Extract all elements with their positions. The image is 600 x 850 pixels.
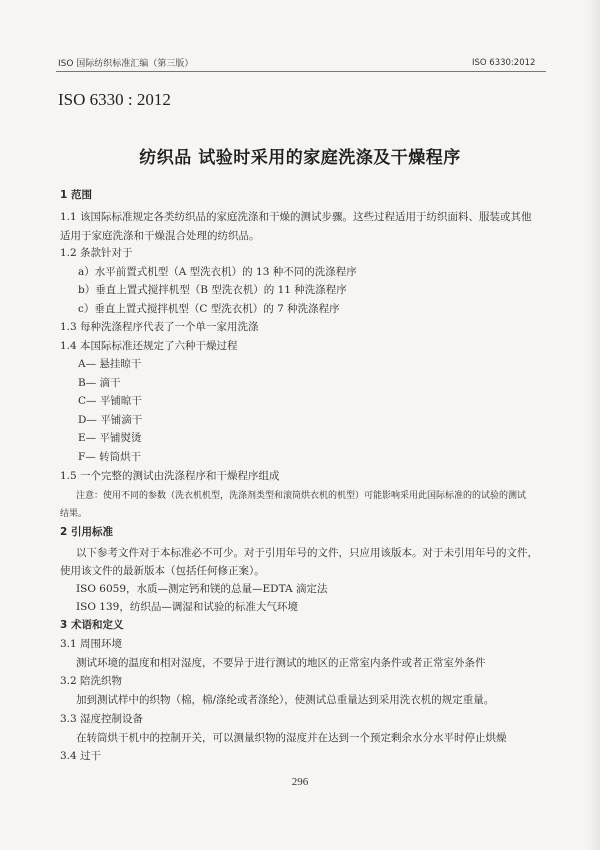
clause-1-2-item-a: a）水平前置式机型（A 型洗衣机）的 13 种不同的洗涤程序 <box>78 266 357 278</box>
term-3-1-heading: 3.1 周围环境 <box>60 638 123 650</box>
running-header-title: ISO 国际纺织标准汇编（第三版） <box>58 59 194 69</box>
header-rule <box>56 71 546 72</box>
clause-1-2-item-c: c）垂直上置式搅拌机型（C 型洗衣机）的 7 种洗涤程序 <box>78 303 340 315</box>
clause-1-2: 1.2 条款针对于 <box>60 247 133 259</box>
term-3-2-heading: 3.2 陪洗织物 <box>60 675 123 687</box>
reference-iso-139: ISO 139，纺织品—调湿和试验的标准大气环境 <box>76 601 298 613</box>
note-line-1: 注意：使用不同的参数（洗衣机机型，洗涤剂类型和滚筒烘衣机的机型）可能影响采用此国际标准的的试验的测试 <box>76 491 527 501</box>
document-title: 纺织品 试验时采用的家庭洗涤及干燥程序 <box>139 148 461 168</box>
section-2-heading: 2 引用标准 <box>60 526 113 538</box>
term-3-4-heading: 3.4 过干 <box>60 750 102 762</box>
term-3-3-heading: 3.3 湿度控制设备 <box>60 713 144 725</box>
term-3-2-definition: 加到测试样中的织物（棉，棉/涤纶或者涤纶），使测试总重量达到采用洗衣机的规定重量。 <box>76 694 495 706</box>
drying-item-f: F— 转筒烘干 <box>78 451 142 463</box>
drying-item-e: E— 平铺熨烫 <box>78 432 142 444</box>
page-number: 296 <box>291 776 309 788</box>
reference-iso-6059: ISO 6059，水质—测定钙和镁的总量—EDTA 滴定法 <box>76 583 328 595</box>
section-2-para-line-1: 以下参考文件对于本标准必不可少。对于引用年号的文件，只应用该版本。对于未引用年号的文件， <box>76 547 538 559</box>
section-1-heading: 1 范围 <box>60 189 92 201</box>
note-line-2: 结果。 <box>60 509 88 519</box>
section-2-para-line-2: 使用该文件的最新版本（包括任何修正案）。 <box>60 565 265 577</box>
drying-item-d: D— 平铺滴干 <box>78 414 143 426</box>
clause-1-4: 1.4 本国际标准还规定了六种干燥过程 <box>60 340 238 352</box>
clause-1-3: 1.3 每种洗涤程序代表了一个单一家用洗涤 <box>60 321 259 333</box>
standard-number: ISO 6330 : 2012 <box>58 90 171 109</box>
running-header-code: ISO 6330:2012 <box>472 58 536 68</box>
term-3-1-definition: 测试环境的温度和相对湿度，不要异于进行测试的地区的正常室内条件或者正常室外条件 <box>76 657 486 669</box>
section-3-heading: 3 术语和定义 <box>60 619 124 631</box>
drying-item-c: C— 平铺晾干 <box>78 395 142 407</box>
clause-1-5: 1.5 一个完整的测试由洗涤程序和干燥程序组成 <box>60 470 280 482</box>
scan-edge-shadow <box>585 0 600 850</box>
clause-1-1-line-2: 适用于家庭洗涤和干燥混合处理的纺织品。 <box>60 230 260 242</box>
drying-item-b: B— 滴干 <box>78 377 121 389</box>
term-3-3-definition: 在转筒烘干机中的控制开关，可以测量织物的湿度并在达到一个预定剩余水分水平时停止烘燥 <box>76 732 507 744</box>
clause-1-2-item-b: b）垂直上置式搅拌机型（B 型洗衣机）的 11 种洗涤程序 <box>78 284 347 296</box>
clause-1-1-line-1: 1.1 该国际标准规定各类纺织品的家庭洗涤和干燥的测试步骤。这些过程适用于纺织面料、服装或其他 <box>60 211 532 223</box>
drying-item-a: A— 悬挂晾干 <box>78 358 142 370</box>
